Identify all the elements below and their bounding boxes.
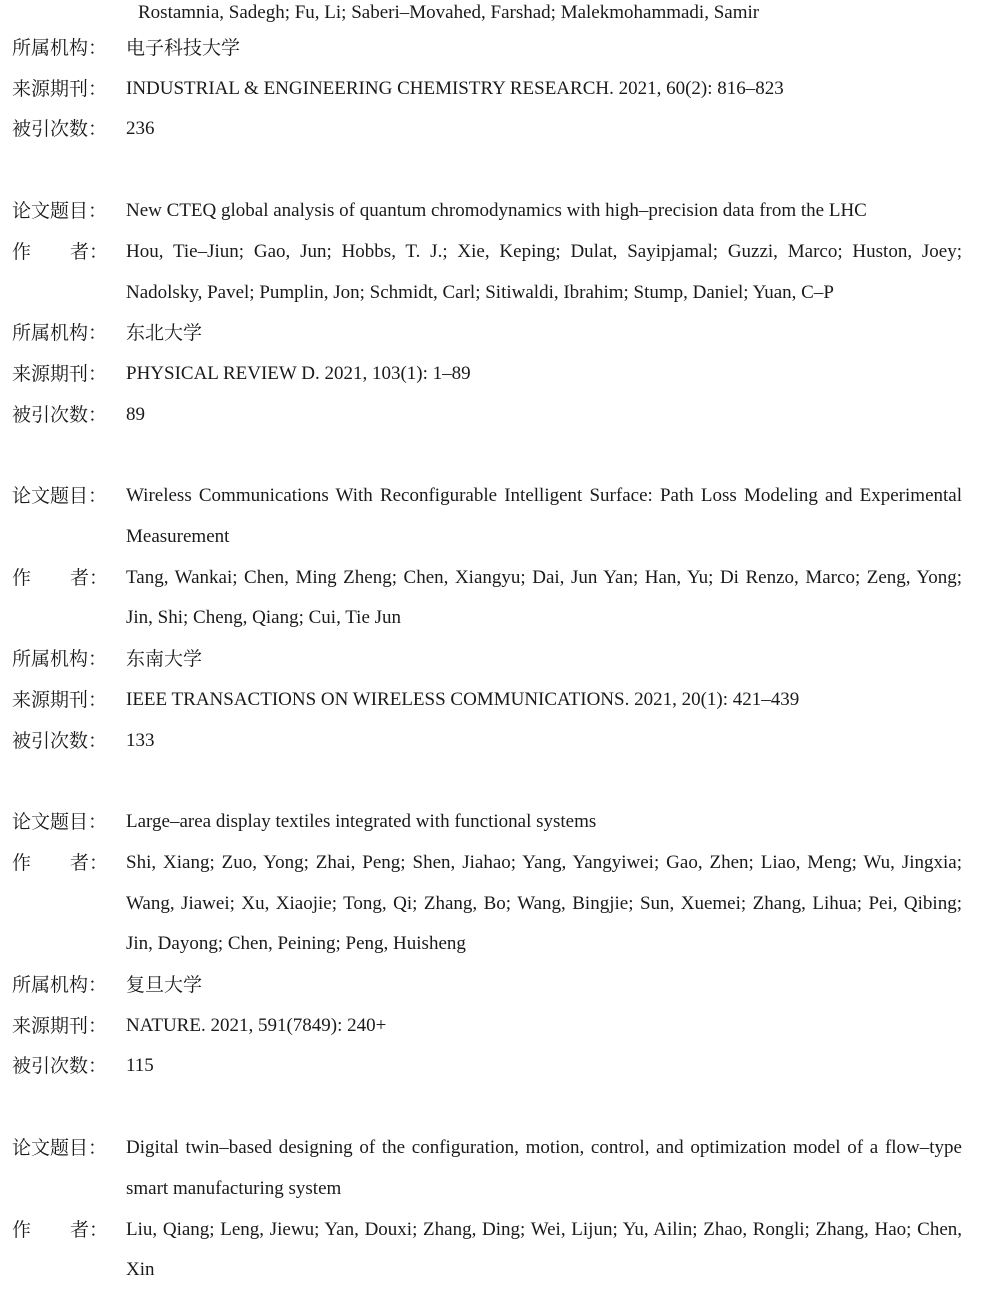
affiliation-value: 复旦大学 — [126, 974, 203, 997]
authors-label — [0, 843, 126, 884]
affiliation-row — [0, 28, 986, 69]
authors-label-a: 作 — [12, 1218, 32, 1241]
affiliation-value: 东南大学 — [126, 648, 203, 671]
citations-row — [0, 395, 986, 436]
authors-row — [0, 1210, 986, 1291]
record-partial — [0, 0, 986, 150]
authors-row — [0, 558, 986, 639]
authors-label-a: 作 — [12, 240, 32, 263]
authors-value: Rostamnia, Sadegh; Fu, Li; Saberi–Movahed, Farshad; Malekmohammadi, Samir — [138, 2, 760, 23]
title-label: 论文题目： — [12, 811, 108, 834]
authors-value: Hou, Tie–Jiun; Gao, Jun; Hobbs, T. J.; Xie, Keping; Dulat, Sayipjamal; Guzzi, Marco; Huston, Joey; Nadolsky, Pavel; Pumplin, Jon; Schmidt, Carl; Sitiwaldi, Ibrahim; Stump, Daniel; Yuan, C–P — [126, 240, 962, 303]
source-row — [0, 354, 986, 395]
affiliation-row — [0, 313, 986, 354]
citations-value: 89 — [126, 403, 145, 425]
source-row — [0, 69, 986, 110]
record-separator — [0, 435, 986, 476]
title-value: Digital twin–based designing of the configuration, motion, control, and optimization model of a flow–type smart manufacturing system — [126, 1137, 962, 1199]
citations-row — [0, 721, 986, 762]
affiliation-row — [0, 965, 986, 1006]
title-value: New CTEQ global analysis of quantum chromodynamics with high–precision data from the LHC — [126, 200, 867, 222]
affiliation-label: 所属机构： — [12, 37, 108, 59]
authors-row — [0, 232, 986, 313]
record-separator — [0, 761, 986, 802]
authors-label-a: 作 — [12, 566, 32, 589]
source-value: PHYSICAL REVIEW D. 2021, 103(1): 1–89 — [126, 362, 471, 384]
source-label: 来源期刊： — [12, 77, 108, 100]
record — [0, 802, 986, 1087]
record — [0, 191, 986, 435]
source-label: 来源期刊： — [12, 688, 108, 711]
authors-label-a: 作 — [12, 851, 32, 874]
authors-row — [0, 843, 986, 965]
authors-label — [0, 1210, 126, 1251]
authors-value: Liu, Qiang; Leng, Jiewu; Yan, Douxi; Zhang, Ding; Wei, Lijun; Yu, Ailin; Zhao, Rongli; Zhang, Hao; Chen, Xin — [126, 1218, 962, 1281]
title-value: Wireless Communications With Reconfigurable Intelligent Surface: Path Loss Modeling and Experimental Measurement — [126, 485, 962, 548]
affiliation-label: 所属机构： — [12, 322, 108, 345]
title-row — [0, 476, 986, 557]
source-value: NATURE. 2021, 591(7849): 240+ — [126, 1014, 387, 1036]
affiliation-label: 所属机构： — [12, 974, 108, 997]
source-label: 来源期刊： — [12, 362, 108, 385]
authors-label — [0, 232, 126, 273]
authors-label-b: 者： — [69, 566, 108, 589]
title-label: 论文题目： — [12, 200, 108, 223]
record-separator — [0, 150, 986, 191]
title-row — [0, 191, 986, 232]
citations-row — [0, 109, 986, 150]
title-row — [0, 1128, 986, 1209]
record — [0, 1128, 986, 1291]
affiliation-label: 所属机构： — [12, 648, 108, 671]
authors-label-b: 者： — [69, 240, 108, 263]
citations-label: 被引次数： — [12, 1055, 108, 1078]
citations-label: 被引次数： — [12, 118, 108, 141]
citations-value: 115 — [126, 1055, 154, 1077]
authors-label-b: 者： — [69, 851, 108, 874]
source-row — [0, 680, 986, 721]
affiliation-row — [0, 639, 986, 680]
record — [0, 476, 986, 761]
citations-label: 被引次数： — [12, 729, 108, 752]
title-value: Large–area display textiles integrated with functional systems — [126, 811, 597, 833]
source-row — [0, 1006, 986, 1047]
citations-value: 133 — [126, 729, 155, 751]
source-label: 来源期刊： — [12, 1014, 108, 1037]
citations-label: 被引次数： — [12, 403, 108, 426]
source-value: IEEE TRANSACTIONS ON WIRELESS COMMUNICATIONS. 2021, 20(1): 421–439 — [126, 688, 800, 710]
citations-value: 236 — [126, 118, 155, 140]
authors-value: Shi, Xiang; Zuo, Yong; Zhai, Peng; Shen, Jiahao; Yang, Yangyiwei; Gao, Zhen; Liao, Meng; Wu, Jingxia; Wang, Jiawei; Xu, Xiaojie; Tong, Qi; Zhang, Bo; Wang, Bingjie; Sun, Xuemei; Zhang, Lihua; Pei, Qibing; Jin, Dayong; Chen, Peining; Peng, Huisheng — [126, 851, 962, 955]
authors-label — [0, 558, 126, 599]
record-separator — [0, 1087, 986, 1128]
title-label: 论文题目： — [12, 1137, 108, 1160]
authors-label-b: 者： — [69, 1218, 108, 1241]
authors-value: Tang, Wankai; Chen, Ming Zheng; Chen, Xiangyu; Dai, Jun Yan; Han, Yu; Di Renzo, Marco; Zeng, Yong; Jin, Shi; Cheng, Qiang; Cui, Tie Jun — [126, 566, 962, 629]
title-label: 论文题目： — [12, 485, 108, 508]
title-row — [0, 802, 986, 843]
citations-row — [0, 1046, 986, 1087]
affiliation-value: 电子科技大学 — [126, 37, 241, 59]
source-value: INDUSTRIAL & ENGINEERING CHEMISTRY RESEARCH. 2021, 60(2): 816–823 — [126, 77, 784, 99]
affiliation-value: 东北大学 — [126, 322, 203, 345]
